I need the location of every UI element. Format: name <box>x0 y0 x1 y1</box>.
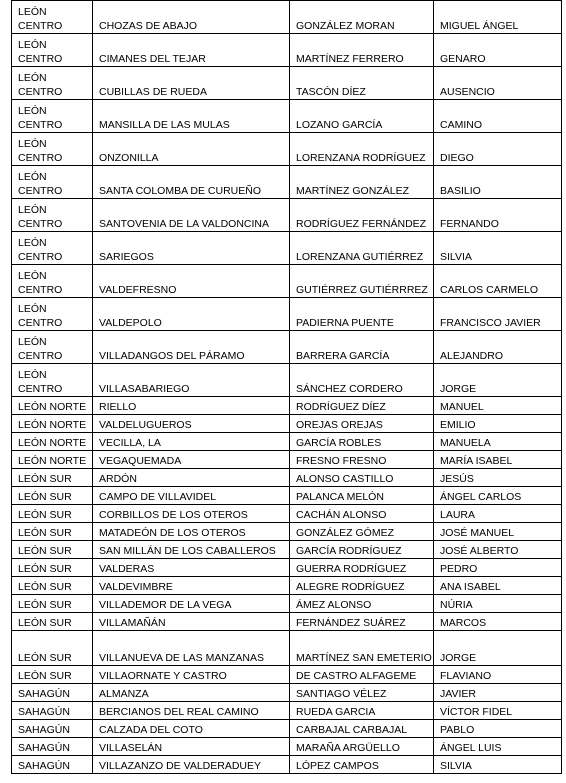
cell-nombre: EMILIO <box>434 415 562 433</box>
cell-nombre: MANUEL <box>434 397 562 415</box>
cell-municipio: VALDERAS <box>93 559 290 577</box>
cell-municipio: ARDÓN <box>93 469 290 487</box>
table-row <box>12 397 562 415</box>
cell-zona: SAHAGÚN <box>12 720 93 738</box>
cell-nombre: JORGE <box>434 631 562 666</box>
table-row <box>12 364 562 397</box>
cell-zona: LEÓN CENTRO <box>12 199 93 232</box>
cell-apellidos: GONZÁLEZ GÓMEZ <box>290 523 434 541</box>
cell-municipio: VALDEPOLO <box>93 298 290 331</box>
cell-nombre: JESÚS <box>434 469 562 487</box>
cell-zona: SAHAGÚN <box>12 738 93 756</box>
cell-zona: LEÓN SUR <box>12 613 93 631</box>
cell-nombre: VÍCTOR FIDEL <box>434 702 562 720</box>
table-row <box>12 232 562 265</box>
table-row <box>12 595 562 613</box>
cell-apellidos: MARAÑA ARGÜELLO <box>290 738 434 756</box>
cell-zona: SAHAGÚN <box>12 684 93 702</box>
cell-nombre: ALEJANDRO <box>434 331 562 364</box>
cell-nombre: FRANCISCO JAVIER <box>434 298 562 331</box>
cell-zona: LEÓN SUR <box>12 505 93 523</box>
cell-nombre: SILVIA <box>434 756 562 774</box>
cell-apellidos: PADIERNA PUENTE <box>290 298 434 331</box>
cell-nombre: MARCOS <box>434 613 562 631</box>
table-row <box>12 67 562 100</box>
cell-nombre: ÁNGEL CARLOS <box>434 487 562 505</box>
cell-apellidos: ÁMEZ ALONSO <box>290 595 434 613</box>
table-row <box>12 199 562 232</box>
cell-apellidos: GUERRA RODRÍGUEZ <box>290 559 434 577</box>
table-row <box>12 559 562 577</box>
cell-nombre: JOSÉ ALBERTO <box>434 541 562 559</box>
cell-zona: LEÓN CENTRO <box>12 1 93 34</box>
cell-nombre: MIGUEL ÁNGEL <box>434 1 562 34</box>
cell-zona: LEÓN SUR <box>12 666 93 684</box>
table-row <box>12 738 562 756</box>
cell-municipio: MATADEÓN DE LOS OTEROS <box>93 523 290 541</box>
cell-municipio: VILLANUEVA DE LAS MANZANAS <box>93 631 290 666</box>
cell-apellidos: MARTÍNEZ FERRERO <box>290 34 434 67</box>
cell-nombre: LAURA <box>434 505 562 523</box>
cell-nombre: BASILIO <box>434 166 562 199</box>
cell-zona: LEÓN CENTRO <box>12 232 93 265</box>
table-row <box>12 298 562 331</box>
cell-municipio: VILLAZANZO DE VALDERADUEY <box>93 756 290 774</box>
table-row <box>12 469 562 487</box>
cell-municipio: CAMPO DE VILLAVIDEL <box>93 487 290 505</box>
cell-zona: LEÓN SUR <box>12 559 93 577</box>
cell-apellidos: CACHÁN ALONSO <box>290 505 434 523</box>
table-row <box>12 1 562 34</box>
table-row <box>12 523 562 541</box>
cell-nombre: ÁNGEL LUIS <box>434 738 562 756</box>
cell-municipio: CORBILLOS DE LOS OTEROS <box>93 505 290 523</box>
cell-apellidos: ALONSO CASTILLO <box>290 469 434 487</box>
table-row <box>12 505 562 523</box>
cell-apellidos: FRESNO FRESNO <box>290 451 434 469</box>
cell-apellidos: MARTÍNEZ SAN EMETERIO <box>290 631 434 666</box>
table-row <box>12 613 562 631</box>
cell-nombre: PABLO <box>434 720 562 738</box>
table-row <box>12 433 562 451</box>
cell-apellidos: ALEGRE RODRÍGUEZ <box>290 577 434 595</box>
table-row <box>12 166 562 199</box>
cell-nombre: PEDRO <box>434 559 562 577</box>
cell-apellidos: MARTÍNEZ GONZÁLEZ <box>290 166 434 199</box>
cell-zona: LEÓN CENTRO <box>12 67 93 100</box>
cell-zona: LEÓN CENTRO <box>12 133 93 166</box>
cell-municipio: VILLASELÁN <box>93 738 290 756</box>
cell-zona: LEÓN CENTRO <box>12 298 93 331</box>
cell-municipio: VILLAMAÑÁN <box>93 613 290 631</box>
cell-zona: LEÓN SUR <box>12 631 93 666</box>
cell-municipio: CIMANES DEL TEJAR <box>93 34 290 67</box>
cell-nombre: MANUELA <box>434 433 562 451</box>
cell-zona: LEÓN CENTRO <box>12 34 93 67</box>
cell-apellidos: LÓPEZ CAMPOS <box>290 756 434 774</box>
cell-apellidos: TASCÓN DÍEZ <box>290 67 434 100</box>
cell-apellidos: CARBAJAL CARBAJAL <box>290 720 434 738</box>
cell-nombre: ANA ISABEL <box>434 577 562 595</box>
cell-nombre: JOSÉ MANUEL <box>434 523 562 541</box>
cell-municipio: VILLADANGOS DEL PÁRAMO <box>93 331 290 364</box>
table-row <box>12 331 562 364</box>
cell-apellidos: GARCÍA RODRÍGUEZ <box>290 541 434 559</box>
cell-apellidos: GUTIÉRREZ GUTIÉRRREZ <box>290 265 434 298</box>
table-row <box>12 577 562 595</box>
cell-zona: LEÓN NORTE <box>12 397 93 415</box>
table-row <box>12 265 562 298</box>
cell-municipio: RIELLO <box>93 397 290 415</box>
data-table <box>11 0 562 774</box>
cell-apellidos: PALANCA MELÓN <box>290 487 434 505</box>
cell-municipio: CALZADA DEL COTO <box>93 720 290 738</box>
cell-apellidos: GONZÁLEZ MORAN <box>290 1 434 34</box>
cell-zona: LEÓN SUR <box>12 541 93 559</box>
cell-nombre: FLAVIANO <box>434 666 562 684</box>
cell-municipio: VALDEFRESNO <box>93 265 290 298</box>
cell-apellidos: OREJAS OREJAS <box>290 415 434 433</box>
cell-nombre: DIEGO <box>434 133 562 166</box>
cell-apellidos: FERNÁNDEZ SUÁREZ <box>290 613 434 631</box>
cell-apellidos: SANTIAGO VÉLEZ <box>290 684 434 702</box>
cell-apellidos: LORENZANA GUTIÉRREZ <box>290 232 434 265</box>
cell-zona: LEÓN NORTE <box>12 415 93 433</box>
cell-apellidos: LOZANO GARCÍA <box>290 100 434 133</box>
cell-zona: LEÓN SUR <box>12 577 93 595</box>
cell-municipio: ONZONILLA <box>93 133 290 166</box>
table-row <box>12 34 562 67</box>
cell-municipio: BERCIANOS DEL REAL CAMINO <box>93 702 290 720</box>
cell-nombre: CAMINO <box>434 100 562 133</box>
table-row <box>12 684 562 702</box>
cell-municipio: CHOZAS DE ABAJO <box>93 1 290 34</box>
cell-municipio: VILLADEMOR DE LA VEGA <box>93 595 290 613</box>
cell-municipio: SANTOVENIA DE LA VALDONCINA <box>93 199 290 232</box>
cell-nombre: JAVIER <box>434 684 562 702</box>
cell-zona: LEÓN SUR <box>12 469 93 487</box>
cell-apellidos: RUEDA GARCIA <box>290 702 434 720</box>
cell-nombre: FERNANDO <box>434 199 562 232</box>
cell-nombre: AUSENCIO <box>434 67 562 100</box>
table-row <box>12 415 562 433</box>
cell-zona: LEÓN CENTRO <box>12 100 93 133</box>
table-row <box>12 451 562 469</box>
cell-nombre: SILVIA <box>434 232 562 265</box>
cell-apellidos: DE CASTRO ALFAGEME <box>290 666 434 684</box>
cell-nombre: GENARO <box>434 34 562 67</box>
table-row <box>12 756 562 774</box>
cell-nombre: MARÍA ISABEL <box>434 451 562 469</box>
cell-municipio: VALDEVIMBRE <box>93 577 290 595</box>
table-row <box>12 133 562 166</box>
cell-nombre: CARLOS CARMELO <box>434 265 562 298</box>
cell-apellidos: LORENZANA RODRÍGUEZ <box>290 133 434 166</box>
cell-zona: SAHAGÚN <box>12 756 93 774</box>
cell-municipio: CUBILLAS DE RUEDA <box>93 67 290 100</box>
cell-zona: LEÓN SUR <box>12 595 93 613</box>
cell-municipio: VEGAQUEMADA <box>93 451 290 469</box>
table-row <box>12 720 562 738</box>
table-body <box>12 1 562 774</box>
table-row <box>12 631 562 666</box>
cell-municipio: VALDELUGUEROS <box>93 415 290 433</box>
table-row <box>12 541 562 559</box>
table-row <box>12 100 562 133</box>
cell-zona: LEÓN CENTRO <box>12 331 93 364</box>
cell-apellidos: SÁNCHEZ CORDERO <box>290 364 434 397</box>
cell-nombre: NÚRIA <box>434 595 562 613</box>
cell-zona: LEÓN CENTRO <box>12 166 93 199</box>
cell-zona: LEÓN CENTRO <box>12 364 93 397</box>
cell-zona: LEÓN SUR <box>12 523 93 541</box>
cell-apellidos: RODRÍGUEZ FERNÁNDEZ <box>290 199 434 232</box>
cell-municipio: VECILLA, LA <box>93 433 290 451</box>
cell-municipio: ALMANZA <box>93 684 290 702</box>
cell-apellidos: RODRÍGUEZ DÍEZ <box>290 397 434 415</box>
cell-apellidos: GARCÍA ROBLES <box>290 433 434 451</box>
table-row <box>12 487 562 505</box>
cell-zona: LEÓN SUR <box>12 487 93 505</box>
cell-zona: LEÓN NORTE <box>12 451 93 469</box>
cell-municipio: MANSILLA DE LAS MULAS <box>93 100 290 133</box>
cell-municipio: SAN MILLÁN DE LOS CABALLEROS <box>93 541 290 559</box>
table-row <box>12 702 562 720</box>
cell-nombre: JORGE <box>434 364 562 397</box>
cell-municipio: SARIEGOS <box>93 232 290 265</box>
cell-municipio: SANTA COLOMBA DE CURUEÑO <box>93 166 290 199</box>
cell-zona: LEÓN CENTRO <box>12 265 93 298</box>
table-row <box>12 666 562 684</box>
cell-zona: LEÓN NORTE <box>12 433 93 451</box>
cell-apellidos: BARRERA GARCÍA <box>290 331 434 364</box>
cell-municipio: VILLASABARIEGO <box>93 364 290 397</box>
cell-zona: SAHAGÚN <box>12 702 93 720</box>
cell-municipio: VILLAORNATE Y CASTRO <box>93 666 290 684</box>
